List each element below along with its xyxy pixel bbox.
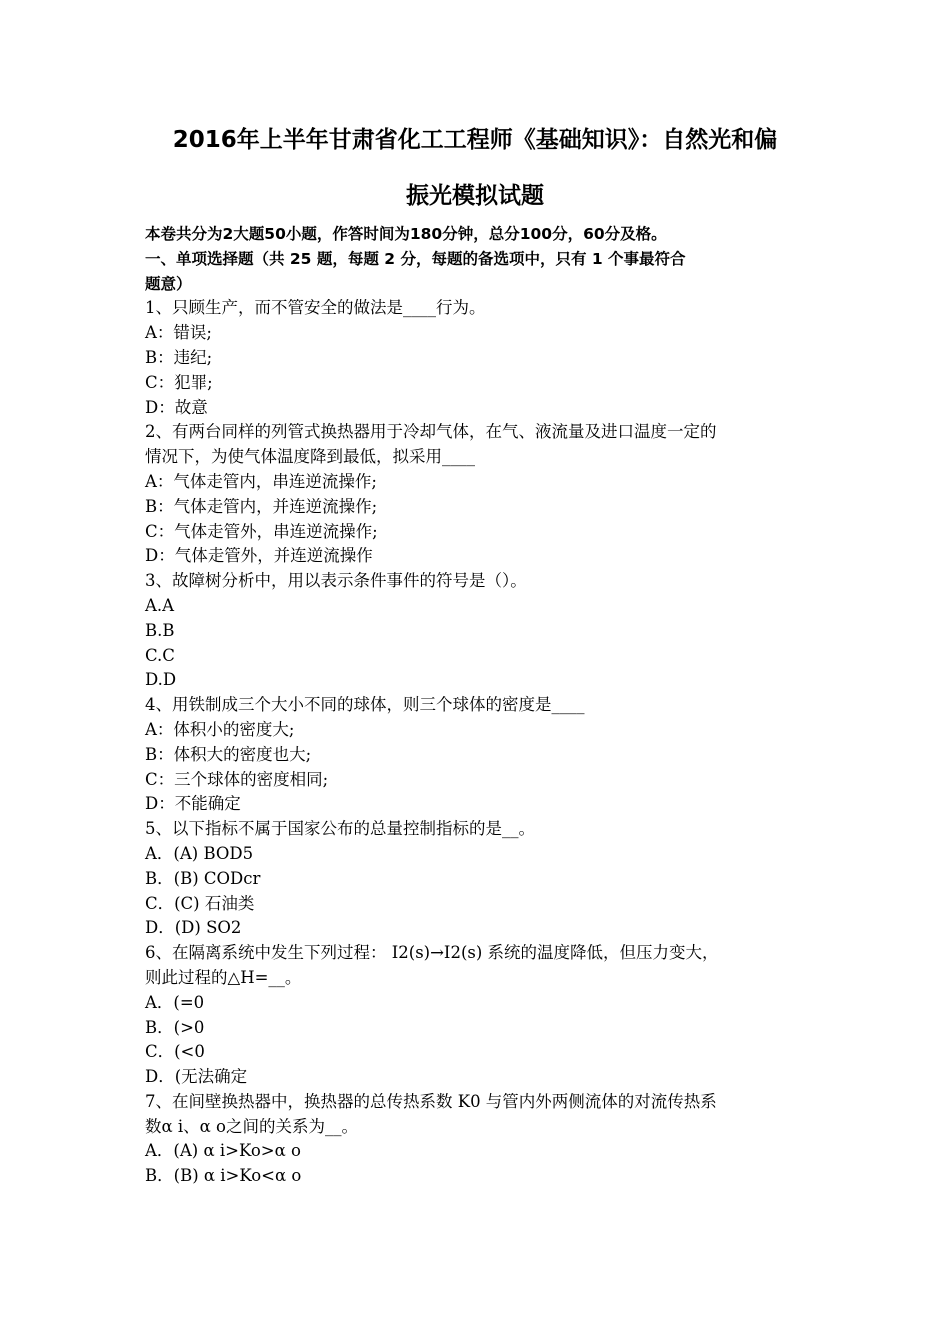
section-heading-line-2: 题意） (145, 274, 192, 293)
option-c: C．(<0 (145, 1042, 205, 1062)
question-text-cont: 数α i、α o之间的关系为__。 (145, 1116, 358, 1136)
question-7 (145, 1090, 810, 1189)
question-text: 2、有两台同样的列管式换热器用于冷却气体，在气、液流量及进口温度一定的 (145, 422, 717, 442)
option-b: B：体积大的密度也大; (145, 744, 312, 764)
option-c: C：三个球体的密度相同; (145, 769, 329, 789)
option-a: A：错误; (145, 323, 212, 343)
question-1 (145, 296, 810, 420)
title-line-2: 振光模拟试题 (406, 183, 544, 209)
question-3 (145, 569, 810, 693)
option-c: C．(C) 石油类 (145, 893, 255, 913)
option-b: B．(B) α i>Ko<α o (145, 1166, 302, 1186)
document-body (145, 222, 810, 1189)
option-d: D．(D) SO2 (145, 918, 242, 938)
question-text: 3、故障树分析中，用以表示条件事件的符号是（）。 (145, 571, 527, 591)
option-d: D．(无法确定 (145, 1067, 248, 1087)
option-d: D：气体走管外，并连逆流操作 (145, 546, 373, 566)
question-text: 5、以下指标不属于国家公布的总量控制指标的是__。 (145, 819, 535, 839)
question-text: 4、用铁制成三个大小不同的球体，则三个球体的密度是____ (145, 695, 585, 715)
option-a: A．(A) α i>Ko>α o (145, 1141, 301, 1161)
option-b: B．(B) CODcr (145, 868, 261, 888)
question-6 (145, 941, 810, 1090)
option-b: B.B (145, 620, 175, 640)
option-c: C：气体走管外，串连逆流操作; (145, 521, 378, 541)
option-b: B．(>0 (145, 1017, 205, 1037)
option-a: A：气体走管内，串连逆流操作; (145, 471, 377, 491)
question-text: 6、在隔离系统中发生下列过程： I2(s)→I2(s) 系统的温度降低，但压力变大， (145, 943, 719, 963)
question-text-cont: 则此过程的△H=__。 (145, 967, 302, 987)
option-d: D：不能确定 (145, 794, 241, 814)
option-a: A．(A) BOD5 (145, 843, 254, 863)
option-d: D：故意 (145, 397, 208, 417)
question-text-cont: 情况下，为使气体温度降到最低，拟采用____ (145, 447, 475, 467)
exam-intro: 本卷共分为2大题50小题，作答时间为180分钟，总分100分，60分及格。 (145, 225, 667, 243)
question-text: 7、在间壁换热器中，换热器的总传热系数 K0 与管内外两侧流体的对流传热系 (145, 1091, 717, 1111)
document-title (120, 112, 830, 224)
option-d: D.D (145, 670, 177, 690)
option-a: A．(=0 (145, 992, 205, 1012)
option-b: B：违纪; (145, 347, 213, 367)
option-b: B：气体走管内，并连逆流操作; (145, 496, 378, 516)
question-5 (145, 817, 810, 941)
option-c: C：犯罪; (145, 372, 213, 392)
option-a: A.A (145, 595, 175, 615)
question-text: 1、只顾生产，而不管安全的做法是____行为。 (145, 298, 486, 318)
option-c: C.C (145, 645, 175, 665)
title-line-1: 2016年上半年甘肃省化工工程师《基础知识》：自然光和偏 (172, 127, 778, 153)
section-heading-line-1: 一、单项选择题（共 25 题，每题 2 分，每题的备选项中，只有 1 个事最符合 (145, 249, 686, 268)
question-2 (145, 420, 810, 569)
option-a: A：体积小的密度大; (145, 719, 295, 739)
question-4 (145, 693, 810, 817)
